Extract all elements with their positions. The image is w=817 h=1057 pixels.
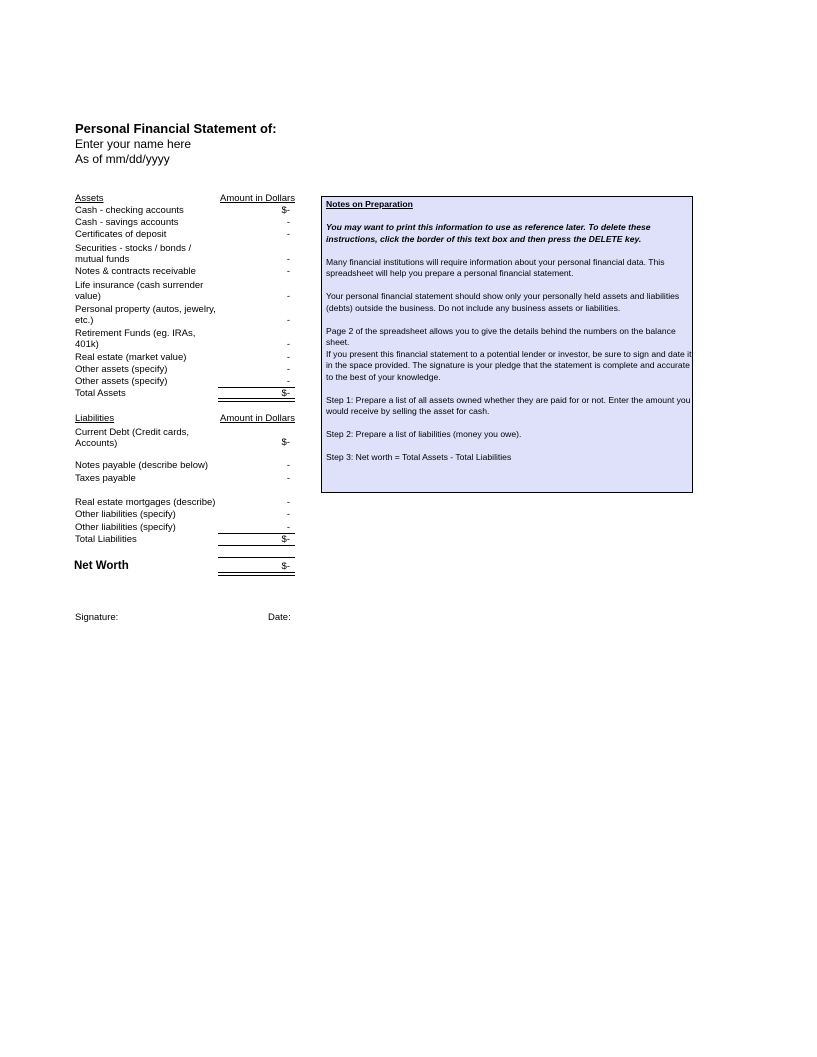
asset-value[interactable]: - <box>286 352 290 363</box>
liability-label: Current Debt (Credit cards, Accounts) <box>75 427 190 449</box>
liability-row <box>75 427 295 449</box>
notes-step: Step 2: Prepare a list of liabilities (money you owe). <box>326 429 522 439</box>
liability-value[interactable]: - <box>286 509 290 520</box>
asset-value[interactable]: - <box>286 339 290 350</box>
asset-label: Cash - savings accounts <box>75 217 179 228</box>
liability-value[interactable]: - <box>286 473 290 484</box>
asset-row <box>75 266 295 278</box>
asset-value[interactable]: - <box>286 266 290 277</box>
asset-row <box>75 328 295 350</box>
liability-row <box>75 460 295 472</box>
asset-row <box>75 352 295 364</box>
liability-row <box>75 509 295 521</box>
notes-text-box[interactable] <box>321 196 693 493</box>
asset-row <box>75 304 295 326</box>
page-title: Personal Financial Statement of: <box>75 121 277 136</box>
liability-row <box>75 473 295 485</box>
liability-label: Real estate mortgages (describe) <box>75 497 216 508</box>
asset-row <box>75 217 295 229</box>
notes-paragraph: Page 2 of the spreadsheet allows you to give the details behind the numbers on the balance sheet. <box>326 325 676 347</box>
name-field[interactable]: Enter your name here <box>75 137 192 151</box>
notes-title: Notes on Preparation <box>326 199 413 209</box>
asset-value[interactable]: - <box>286 364 290 375</box>
asset-label: Notes & contracts receivable <box>75 266 196 277</box>
liabilities-amount-heading: Amount in Dollars <box>220 413 295 424</box>
asset-value[interactable]: $- <box>281 205 290 216</box>
asset-label: Other assets (specify) <box>75 376 168 387</box>
notes-paragraph: Many financial institutions will require information about your personal financial data. This spreadsheet will help you prepare a personal financial statement. <box>326 256 665 278</box>
liability-label: Other liabilities (specify) <box>75 522 176 533</box>
liability-value[interactable]: - <box>286 460 290 471</box>
assets-double-rule <box>218 398 295 402</box>
net-worth-double-rule <box>218 572 295 576</box>
asset-label: Securities - stocks / bonds / mutual funds <box>75 243 192 265</box>
liability-value[interactable]: $- <box>281 437 290 448</box>
total-assets-label: Total Assets <box>75 388 126 399</box>
assets-amount-heading: Amount in Dollars <box>220 193 295 204</box>
asset-value[interactable]: - <box>286 254 290 265</box>
asset-row <box>75 364 295 376</box>
total-assets-value: $- <box>281 388 290 399</box>
as-of-date[interactable]: As of mm/dd/yyyy <box>75 152 170 166</box>
liability-label: Taxes payable <box>75 473 136 484</box>
asset-label: Certificates of deposit <box>75 229 167 240</box>
notes-step: Step 3: Net worth = Total Assets - Total Liabilities <box>326 452 512 462</box>
notes-paragraph: If you present this financial statement to a potential lender or investor, be sure to sign and date it in the space provided. The signature is your pledge that the statement is complete and accurate to the best of your knowledge. <box>326 348 692 382</box>
asset-row <box>75 229 295 241</box>
liability-label: Notes payable (describe below) <box>75 460 209 471</box>
asset-label: Real estate (market value) <box>75 352 187 363</box>
total-liabilities-label: Total Liabilities <box>75 534 137 545</box>
asset-row <box>75 205 295 217</box>
asset-value[interactable]: - <box>286 217 290 228</box>
asset-label: Retirement Funds (eg. IRAs, 401k) <box>75 328 196 350</box>
liability-label: Other liabilities (specify) <box>75 509 176 520</box>
signature-label: Signature: <box>75 612 119 623</box>
liability-value[interactable]: - <box>286 522 290 533</box>
notes-intro: You may want to print this information to use as reference later. To delete these instructions, click the border of this text box and then press the DELETE key. <box>326 222 651 244</box>
date-label: Date: <box>268 612 291 623</box>
asset-label: Life insurance (cash surrender value) <box>75 280 204 302</box>
asset-label: Other assets (specify) <box>75 364 168 375</box>
liability-row <box>75 497 295 509</box>
liabilities-bottom-rule <box>218 545 295 546</box>
asset-value[interactable]: - <box>286 376 290 387</box>
asset-value[interactable]: - <box>286 291 290 302</box>
liabilities-heading: Liabilities <box>75 413 115 424</box>
net-worth-label: Net Worth <box>74 560 129 572</box>
asset-label: Personal property (autos, jewelry, etc.) <box>75 304 216 326</box>
net-worth-value: $- <box>281 561 290 572</box>
notes-paragraph: Your personal financial statement should show only your personally held assets and liabilities (debts) outside the business. Do not include any business assets or liabilities. <box>326 291 680 313</box>
net-worth-top-rule <box>218 557 295 558</box>
asset-value[interactable]: - <box>286 315 290 326</box>
liability-value[interactable]: - <box>286 497 290 508</box>
asset-row <box>75 280 295 302</box>
asset-value[interactable]: - <box>286 229 290 240</box>
asset-label: Cash - checking accounts <box>75 205 184 216</box>
notes-step: Step 1: Prepare a list of all assets owned whether they are paid for or not. Enter the amount you would receive by selling the asset for cash. <box>326 394 691 416</box>
assets-heading: Assets <box>75 193 104 204</box>
asset-row <box>75 243 295 265</box>
total-liabilities-value: $- <box>281 534 290 545</box>
